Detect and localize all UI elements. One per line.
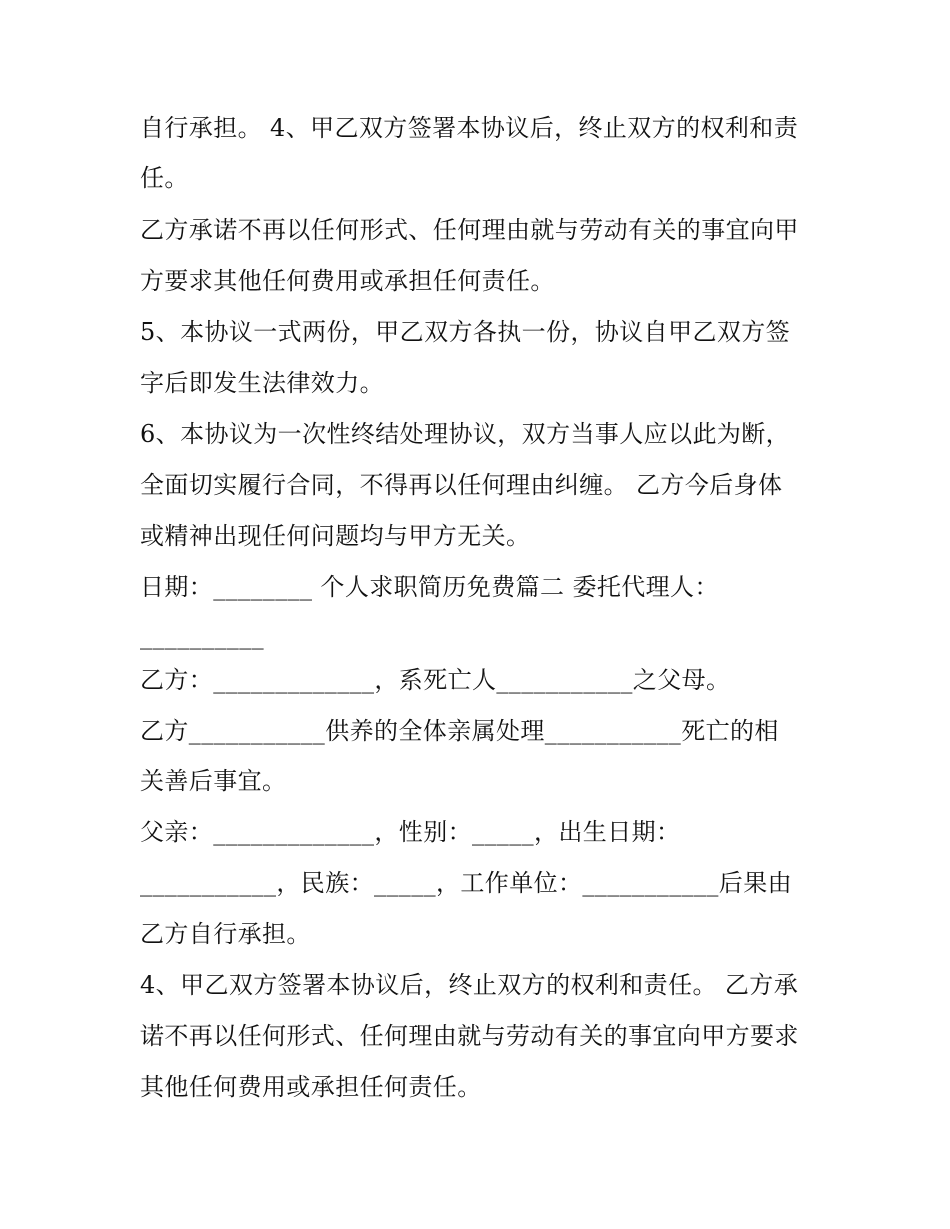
text-line: 乙方自行承担。 [140,920,311,948]
text-line: 乙方：_____________，系死亡人___________之父母。 [140,666,731,694]
text-line: ___________，民族：_____，工作单位：___________后果由 [140,869,792,897]
text-line: 全面切实履行合同，不得再以任何理由纠缠。 乙方今后身体 [140,471,783,499]
text-line: 方要求其他任何费用或承担任何责任。 [140,267,555,295]
text-line: 任。 [140,164,189,192]
text-line: 父亲：_____________，性别：_____，出生日期： [140,818,681,846]
text-line: __________ [140,622,264,650]
text-line: 关善后事宜。 [140,767,287,795]
text-line: 日期：________ 个人求职简历免费篇二 委托代理人： [140,573,719,601]
text-line: 乙方___________供养的全体亲属处理___________死亡的相 [140,717,779,745]
text-line: 自行承担。 4、甲乙双方签署本协议后，终止双方的权利和责 [140,114,799,142]
text-line: 字后即发生法律效力。 [140,369,384,397]
text-line: 诺不再以任何形式、任何理由就与劳动有关的事宜向甲方要求 [140,1022,799,1050]
text-line: 5、本协议一式两份，甲乙双方各执一份，协议自甲乙双方签 [140,318,791,346]
text-line: 6、本协议为一次性终结处理协议，双方当事人应以此为断， [140,420,791,448]
text-line: 4、甲乙双方签署本协议后，终止双方的权利和责任。 乙方承 [140,971,799,999]
text-line: 其他任何费用或承担任何责任。 [140,1073,482,1101]
text-line: 乙方承诺不再以任何形式、任何理由就与劳动有关的事宜向甲 [140,216,799,244]
text-line: 或精神出现任何问题均与甲方无关。 [140,522,531,550]
